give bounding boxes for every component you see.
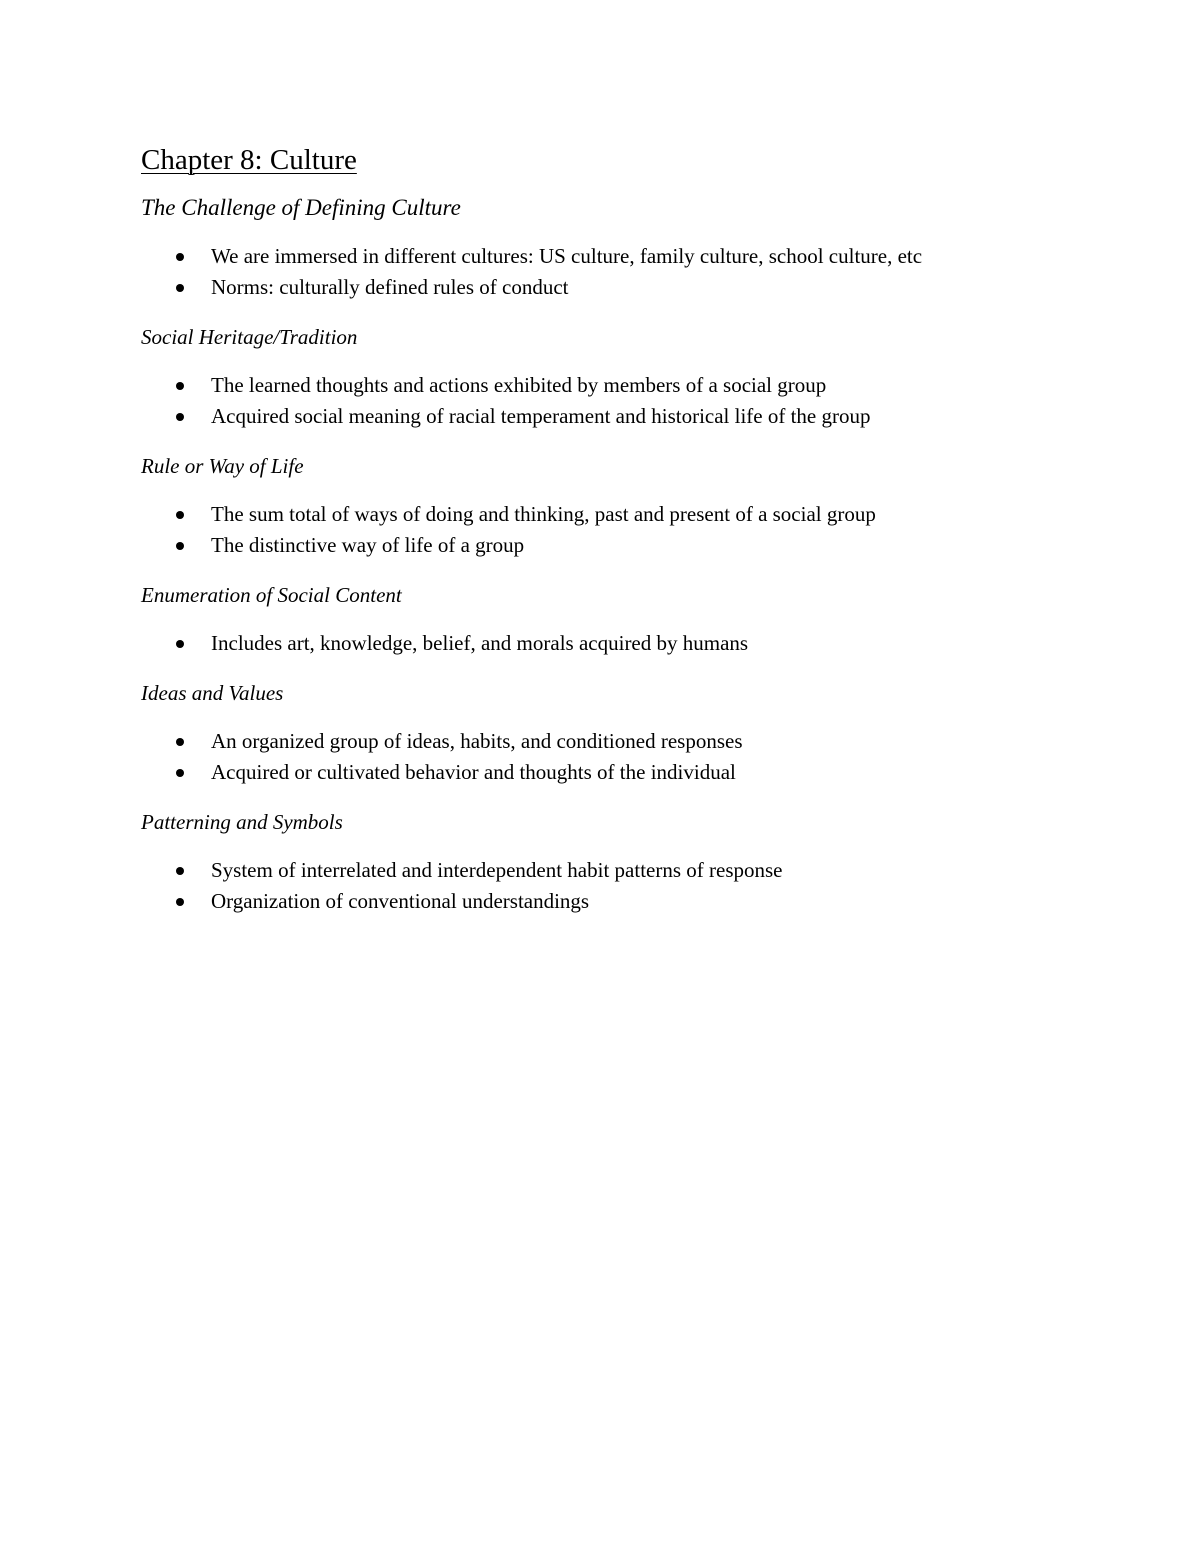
list-item-text: The learned thoughts and actions exhibited by members of a social group (211, 373, 827, 397)
bullet-list (141, 726, 1101, 788)
list-item-text: The sum total of ways of doing and thinking, past and present of a social group (211, 502, 876, 526)
bullet-list (141, 370, 1101, 432)
bullet-list (141, 499, 1101, 561)
document-content (141, 138, 1101, 936)
section-ideas-values (141, 678, 1101, 788)
list-item (141, 272, 1101, 303)
list-item (141, 726, 1101, 757)
bullet-icon (176, 382, 184, 390)
bullet-icon (176, 867, 184, 875)
bullet-icon (176, 284, 184, 292)
list-item-text: We are immersed in different cultures: US culture, family culture, school culture, etc (211, 244, 923, 268)
section-defining-culture (141, 192, 1101, 303)
section-enumeration (141, 580, 1101, 659)
list-item-text: The distinctive way of life of a group (211, 533, 525, 557)
list-item (141, 370, 1101, 401)
list-item (141, 499, 1101, 530)
bullet-icon (176, 898, 184, 906)
section-heading: Patterning and Symbols (141, 810, 343, 834)
bullet-icon (176, 769, 184, 777)
list-item-text: Organization of conventional understandings (211, 889, 590, 913)
bullet-list (141, 855, 1101, 917)
section-heading: Social Heritage/Tradition (141, 325, 358, 349)
bullet-icon (176, 640, 184, 648)
list-item-text: Acquired social meaning of racial temperament and historical life of the group (211, 404, 871, 428)
bullet-icon (176, 511, 184, 519)
bullet-list (141, 241, 1101, 303)
section-heading: The Challenge of Defining Culture (141, 195, 461, 220)
bullet-icon (176, 542, 184, 550)
list-item (141, 530, 1101, 561)
bullet-icon (176, 413, 184, 421)
list-item-text: An organized group of ideas, habits, and conditioned responses (211, 729, 743, 753)
list-item (141, 628, 1101, 659)
list-item-text: Includes art, knowledge, belief, and morals acquired by humans (211, 631, 749, 655)
page-title: Chapter 8: Culture (141, 144, 357, 176)
section-heading: Rule or Way of Life (141, 454, 304, 478)
list-item (141, 886, 1101, 917)
bullet-list (141, 628, 1101, 659)
list-item-text: Acquired or cultivated behavior and thoughts of the individual (211, 760, 736, 784)
section-rule-way-of-life (141, 451, 1101, 561)
list-item-text: Norms: culturally defined rules of conduct (211, 275, 569, 299)
list-item (141, 855, 1101, 886)
section-heading: Ideas and Values (141, 681, 284, 705)
bullet-icon (176, 253, 184, 261)
list-item-text: System of interrelated and interdependent habit patterns of response (211, 858, 783, 882)
list-item (141, 757, 1101, 788)
section-social-heritage (141, 322, 1101, 432)
section-heading: Enumeration of Social Content (141, 583, 402, 607)
section-patterning-symbols (141, 807, 1101, 917)
list-item (141, 241, 1101, 272)
list-item (141, 401, 1101, 432)
bullet-icon (176, 738, 184, 746)
